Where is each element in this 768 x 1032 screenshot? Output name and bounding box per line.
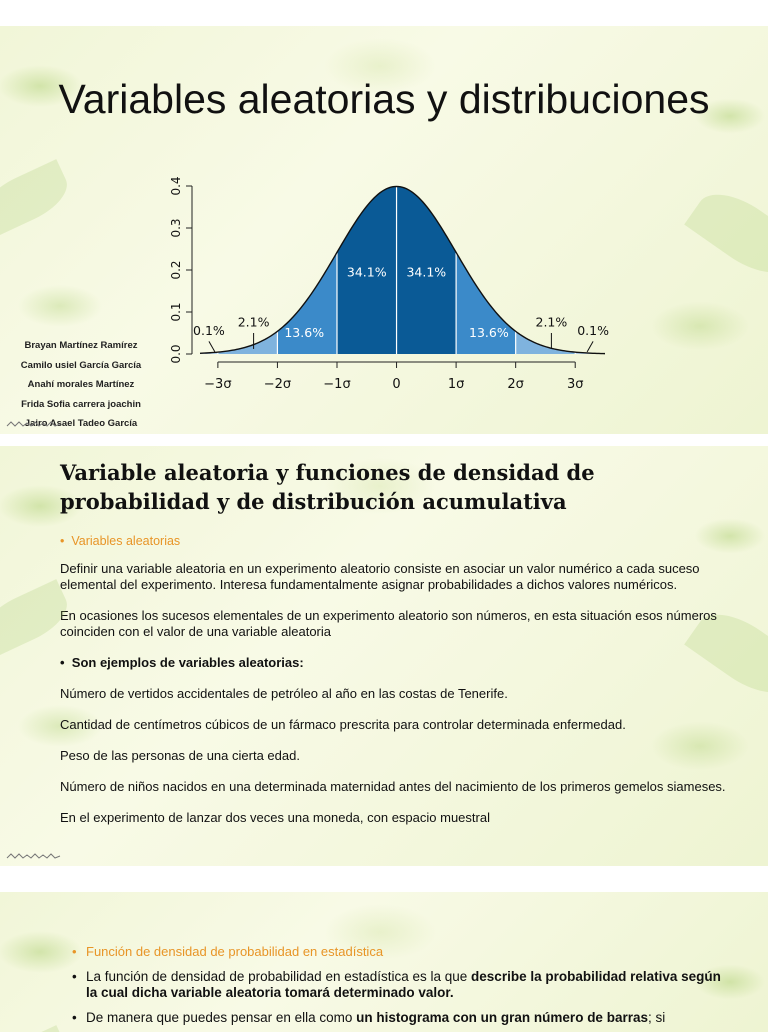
region-percent-label: 0.1%	[193, 323, 225, 339]
x-tick-label: 2σ	[507, 377, 524, 392]
bullet-dot-icon: •	[72, 944, 77, 959]
slide-title-heading: Variables aleatorias y distribuciones	[58, 76, 710, 122]
example-item: En el experimento de lanzar dos veces una moneda, con espacio muestral	[60, 810, 490, 825]
bullet-dot-icon: •	[60, 655, 72, 670]
bullet-item: • La función de densidad de probabilidad en estadística es la que describe la probabilidad relativa según la cual dicha variable aleatoria tomará determinado valor.	[72, 969, 721, 1000]
signature-scribble	[6, 852, 62, 862]
bullet-heading: • Función de densidad de probabilidad en estadística	[72, 944, 384, 959]
x-tick-label: −1σ	[323, 377, 351, 392]
x-tick-label: 0	[392, 377, 401, 392]
region-percent-label: 2.1%	[535, 314, 568, 330]
author-name: Brayan Martínez Ramírez	[24, 340, 138, 351]
slide-density-function	[0, 892, 768, 1032]
x-tick-label: −2σ	[263, 377, 292, 392]
paragraph: En ocasiones los sucesos elementales de un experimento aleatorio son números, en esta situación esos números coinciden con el valor de una variable aleatoria	[60, 608, 717, 639]
bullet-dot-icon: •	[72, 969, 77, 984]
slide-heading: Variable aleatoria y funciones de densidad de probabilidad y de distribución acumulativa	[60, 460, 595, 514]
y-tick-label: 0.1	[169, 302, 183, 322]
x-tick-label: 1σ	[447, 377, 465, 392]
y-tick-label: 0.3	[169, 218, 183, 238]
label-leader-line	[587, 341, 593, 352]
signature-scribble	[6, 420, 62, 430]
example-item: Peso de las personas de una cierta edad.	[60, 748, 300, 763]
label-leader-line	[209, 341, 215, 352]
bullet-item: • De manera que puedes pensar en ella como un histograma con un gran número de barras; si	[72, 1010, 666, 1025]
region-percent-label: 34.1%	[406, 264, 447, 280]
author-name: Anahí morales Martínez	[27, 379, 135, 390]
bullet-dot-icon: •	[60, 534, 72, 548]
bullet-dot-icon: •	[72, 1010, 77, 1025]
slide-random-variables	[0, 446, 768, 866]
region-percent-label: 34.1%	[346, 264, 387, 280]
slide-body	[72, 944, 722, 1032]
slide-title	[0, 26, 768, 434]
y-tick-label: 0.0	[169, 344, 183, 364]
y-tick-label: 0.4	[169, 176, 183, 196]
region-percent-label: 0.1%	[577, 323, 609, 339]
author-name: Camilo usiel García García	[20, 359, 142, 371]
region-percent-label: 13.6%	[284, 325, 325, 341]
author-name: Jairo Asael Tadeo García	[24, 418, 138, 429]
example-item: Número de vertidos accidentales de petróleo al año en las costas de Tenerife.	[60, 686, 508, 701]
x-tick-label: 3σ	[566, 377, 584, 392]
example-item: Cantidad de centímetros cúbicos de un fármaco prescrita para controlar determinada enfermedad.	[60, 717, 626, 732]
example-item: Número de niños nacidos en una determinada maternidad antes del nacimiento de los primeros gemelos siameses.	[60, 779, 726, 794]
x-tick-label: −3σ	[204, 377, 232, 392]
slide-body	[60, 534, 750, 841]
authors-list	[6, 336, 156, 434]
bullet-examples: • Son ejemplos de variables aleatorias:	[60, 655, 304, 670]
author-name: Frida Sofia carrera joachin	[21, 398, 141, 410]
normal-distribution-chart	[160, 166, 620, 416]
paragraph: Definir una variable aleatoria en un experimento aleatorio consiste en asociar un valor numérico a cada suceso elemental del experimento. Interesa fundamentalmente asignar probabilidades a dichos valores numéricos.	[60, 561, 700, 592]
y-tick-label: 0.2	[169, 260, 183, 280]
bullet-variables-aleatorias: • Variables aleatorias	[60, 534, 181, 548]
region-percent-label: 13.6%	[469, 325, 509, 341]
region-percent-label: 2.1%	[237, 314, 270, 330]
